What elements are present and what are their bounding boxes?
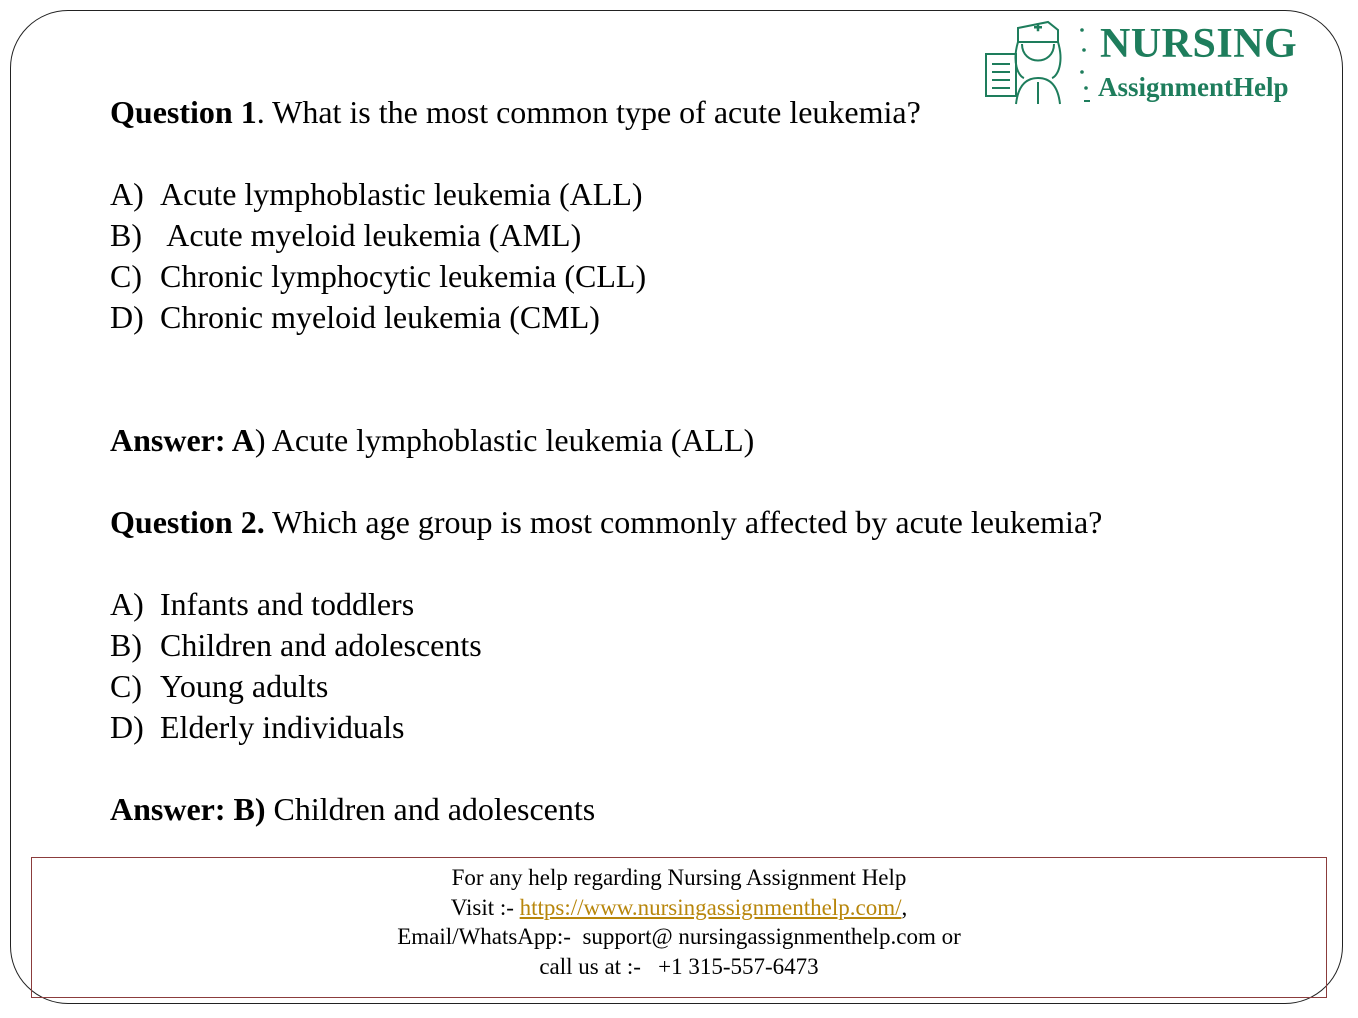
- option-letter: A): [110, 586, 144, 622]
- logo-subtitle: AssignmentHelp: [1098, 72, 1289, 102]
- question-2-label: Question 2.: [110, 504, 265, 540]
- question-1-label: Question 1: [110, 94, 257, 130]
- answer-1-label: Answer: A: [110, 422, 255, 458]
- question-1-text: . What is the most common type of acute leukemia?: [256, 94, 921, 130]
- website-link[interactable]: https://www.nursingassignmenthelp.com/: [519, 894, 902, 920]
- option-text: Chronic myeloid leukemia (CML): [160, 299, 600, 335]
- question-1: [110, 92, 1260, 133]
- visit-suffix: ,: [901, 894, 908, 920]
- visit-prefix: Visit :-: [450, 894, 520, 920]
- answer-2: [110, 789, 1260, 830]
- answer-2-label: Answer: B): [110, 791, 266, 827]
- q1-option-a: [110, 174, 1260, 215]
- option-letter: B): [110, 627, 142, 663]
- q1-option-c: [110, 256, 1260, 297]
- option-letter: B): [110, 217, 142, 253]
- footer-line-phone: call us at :- +1 315-557-6473: [539, 953, 819, 979]
- option-text: Chronic lymphocytic leukemia (CLL): [160, 258, 647, 294]
- footer-line-email: Email/WhatsApp:- support@ nursingassignmenthelp.com or: [397, 924, 961, 949]
- option-text: Infants and toddlers: [160, 586, 415, 622]
- contact-footer: [31, 857, 1327, 998]
- question-2-text: Which age group is most commonly affected by acute leukemia?: [264, 504, 1103, 540]
- option-letter: D): [110, 299, 144, 335]
- q1-option-d: [110, 297, 1260, 338]
- q2-option-a: [110, 584, 1260, 625]
- q2-option-c: [110, 666, 1260, 707]
- q2-option-d: [110, 707, 1260, 748]
- option-text: Elderly individuals: [160, 709, 405, 745]
- option-letter: C): [110, 258, 142, 294]
- option-text: Acute myeloid leukemia (AML): [160, 217, 582, 253]
- option-letter: A): [110, 176, 144, 212]
- option-text: Acute lymphoblastic leukemia (ALL): [160, 176, 643, 212]
- q2-option-b: [110, 625, 1260, 666]
- option-text: Children and adolescents: [160, 627, 482, 663]
- option-letter: D): [110, 709, 144, 745]
- option-text: Young adults: [160, 668, 329, 704]
- question-2: [110, 502, 1260, 543]
- q1-option-b: [110, 215, 1260, 256]
- footer-line-help: For any help regarding Nursing Assignment Help: [451, 865, 907, 890]
- logo-title: NURSING: [1100, 21, 1298, 67]
- option-letter: C): [110, 668, 142, 704]
- footer-line-visit: [32, 893, 1326, 923]
- quiz-content: [110, 92, 1260, 830]
- answer-2-text: Children and adolescents: [265, 791, 596, 827]
- answer-1: [110, 420, 1260, 461]
- answer-1-text: ) Acute lymphoblastic leukemia (ALL): [254, 422, 755, 458]
